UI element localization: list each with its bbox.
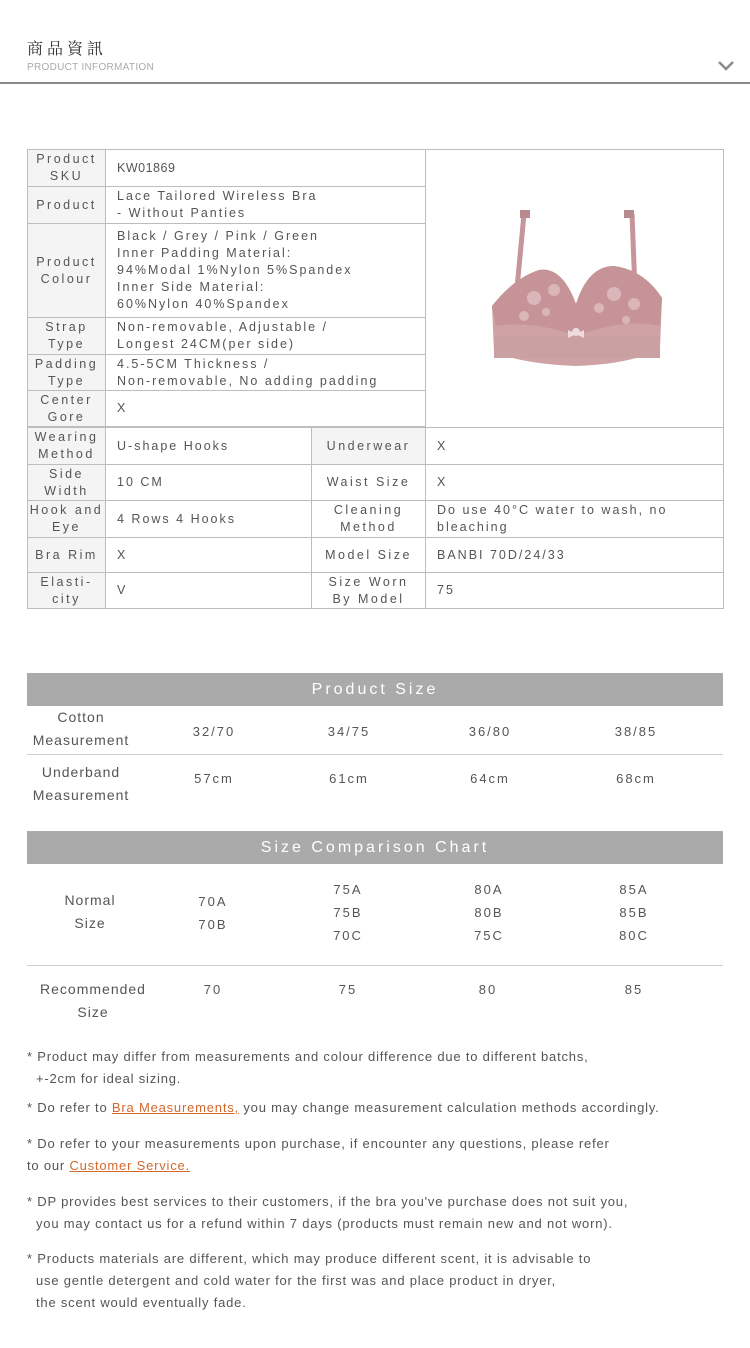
cleaning-label: Cleaning Method (312, 501, 426, 538)
normal-size-label: Normal Size (64, 892, 116, 931)
strap-value: Non-removable, Adjustable / Longest 24CM(per side) (106, 318, 426, 355)
waist-value: X (426, 465, 724, 501)
sku-value: KW01869 (106, 150, 426, 187)
chevron-down-icon[interactable] (716, 58, 736, 74)
underband-value: 68cm (616, 771, 656, 786)
cotton-value: 36/80 (468, 724, 512, 739)
rim-label: Bra Rim (28, 538, 106, 573)
worn-value: 75 (426, 573, 724, 609)
underwear-value: X (426, 428, 724, 465)
note-3: * Do refer to your measurements upon purchase, if encounter any questions, please refer to our Customer Service. (27, 1136, 610, 1173)
normal-size-col: 75A 75B 70C (333, 882, 363, 943)
bra-product-image (484, 208, 666, 370)
colour-label: Product Colour (28, 224, 106, 318)
cotton-value: 34/75 (327, 724, 371, 739)
side-value: 10 CM (106, 465, 312, 501)
cotton-label: Cotton Measurement (32, 709, 130, 748)
section-subtitle: PRODUCT INFORMATION (27, 62, 154, 73)
elastic-label: Elasti- city (28, 573, 106, 609)
note-2: * Do refer to Bra Measurements, you may change measurement calculation methods accordingly. (27, 1100, 660, 1115)
wearing-label: Wearing Method (28, 428, 106, 465)
product-value: Lace Tailored Wireless Bra - Without Panties (106, 187, 426, 224)
rim-value: X (106, 538, 312, 573)
recommended-size-value: 75 (338, 982, 358, 997)
model-value: BANBI 70D/24/33 (426, 538, 724, 573)
divider (27, 754, 723, 755)
sku-label: Product SKU (28, 150, 106, 187)
product-label: Product (28, 187, 106, 224)
strap-label: Strap Type (28, 318, 106, 355)
colour-value: Black / Grey / Pink / Green Inner Padding Material: 94%Modal 1%Nylon 5%Spandex Inner Side Material: 60%Nylon 40%Spandex (106, 224, 426, 318)
underwear-label: Underwear (312, 428, 426, 465)
cotton-value: 32/70 (192, 724, 236, 739)
section-title: 商品資訊 (27, 39, 108, 58)
model-label: Model Size (312, 538, 426, 573)
gore-value: X (106, 391, 426, 427)
recommended-size-value: 80 (478, 982, 498, 997)
waist-label: Waist Size (312, 465, 426, 501)
recommended-size-value: 70 (203, 982, 223, 997)
note-4: * DP provides best services to their customers, if the bra you've purchase does not suit you, you may contact us for a refund within 7 days (products must remain new and not worn). (27, 1194, 629, 1231)
normal-size-col: 85A 85B 80C (619, 882, 649, 943)
customer-service-link[interactable]: Customer Service. (69, 1158, 190, 1173)
hook-label: Hook and Eye (28, 501, 106, 538)
elastic-value: V (106, 573, 312, 609)
gore-label: Center Gore (28, 391, 106, 427)
padding-label: Padding Type (28, 355, 106, 391)
padding-value: 4.5-5CM Thickness / Non-removable, No adding padding (106, 355, 426, 391)
normal-size-col: 80A 80B 75C (474, 882, 504, 943)
divider (27, 965, 723, 966)
page-header (0, 0, 750, 84)
bra-measurements-link[interactable]: Bra Measurements, (111, 1100, 239, 1115)
recommended-size-label: Recommended Size (40, 981, 146, 1020)
underband-label: Underband Measurement (32, 764, 130, 803)
size-comparison-header: Size Comparison Chart (27, 831, 723, 864)
hook-value: 4 Rows 4 Hooks (106, 501, 312, 538)
side-label: Side Width (28, 465, 106, 501)
cleaning-value: Do use 40°C water to wash, no bleaching (426, 501, 724, 538)
cotton-value: 38/85 (614, 724, 658, 739)
underband-value: 64cm (470, 771, 510, 786)
underband-value: 57cm (194, 771, 234, 786)
product-image-cell (426, 150, 724, 428)
product-spec-table (27, 149, 724, 609)
normal-size-col: 70A 70B (198, 894, 228, 932)
recommended-size-value: 85 (624, 982, 644, 997)
note-1: * Product may differ from measurements and colour difference due to different batchs, +-2cm for ideal sizing. (27, 1049, 589, 1086)
product-size-header: Product Size (27, 673, 723, 706)
note-5: * Products materials are different, which may produce different scent, it is advisable to use gentle detergent and cold water for the first was and place product in dryer, the scent would eventually fade. (27, 1251, 592, 1310)
wearing-value: U-shape Hooks (106, 428, 312, 465)
worn-label: Size Worn By Model (312, 573, 426, 609)
underband-value: 61cm (329, 771, 369, 786)
